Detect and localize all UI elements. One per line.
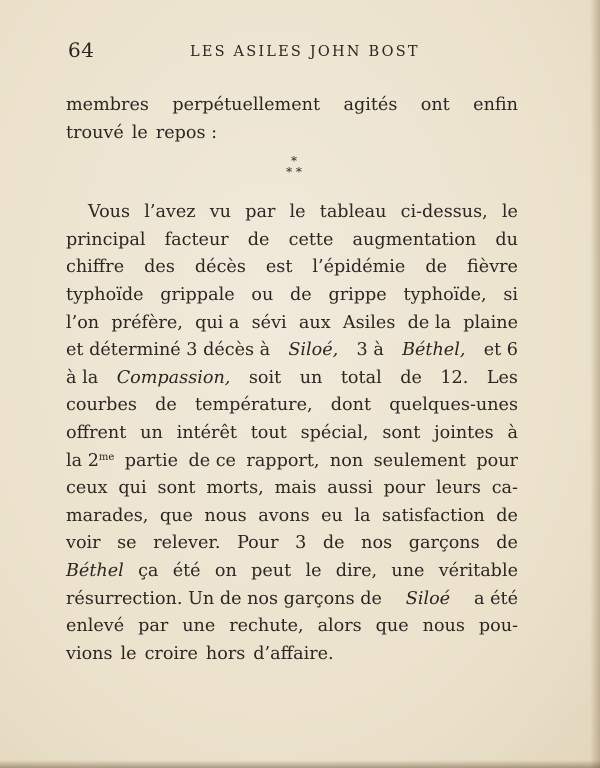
asterism-top: *: [291, 154, 297, 168]
word: morts,: [206, 478, 264, 499]
text-line: [66, 337, 518, 365]
word: de: [155, 395, 177, 416]
word: le: [501, 202, 518, 223]
word: la: [354, 505, 371, 526]
word: repos :: [155, 122, 218, 143]
word: de la: [407, 312, 451, 333]
word: est: [265, 257, 293, 278]
word: 3: [295, 533, 307, 554]
word: de: [496, 533, 518, 554]
word: offrent: [66, 422, 127, 443]
word: ci-dessus,: [400, 202, 488, 223]
word: ca-: [491, 478, 518, 499]
page-bottom-shadow: [0, 760, 600, 768]
word: à la: [66, 367, 99, 388]
word: ont: [420, 95, 450, 115]
text-line: [66, 254, 518, 282]
word: fièvre: [467, 257, 518, 278]
word: enfin: [473, 95, 518, 115]
word: qui a: [195, 312, 240, 333]
word: si: [503, 284, 518, 305]
word: le: [120, 643, 137, 664]
word: décès: [194, 257, 246, 278]
word: on: [214, 560, 237, 581]
word: été: [172, 560, 201, 581]
word: peut: [251, 560, 292, 581]
word: la 2: [66, 450, 99, 471]
word: plaine: [463, 312, 518, 333]
text-line: [66, 558, 518, 586]
word: Asiles: [342, 312, 396, 333]
word: préfère,: [111, 312, 183, 333]
word: tout: [250, 422, 287, 443]
word: du: [495, 229, 518, 250]
text-line: [66, 586, 518, 614]
page-edge-shadow: [590, 0, 600, 768]
text-line: [66, 475, 518, 503]
text-line: [66, 120, 518, 148]
word: garçons: [408, 533, 480, 554]
word: principal: [66, 229, 146, 250]
word: 12.: [440, 367, 469, 388]
word: nous: [204, 505, 247, 526]
word: que: [375, 616, 409, 637]
word: vions: [66, 643, 113, 664]
text-line: [66, 392, 518, 420]
place-name-siloe: Siloé: [405, 588, 451, 609]
word: par: [138, 616, 169, 637]
text-line: [66, 282, 518, 310]
word: l’on: [66, 312, 100, 333]
text-line: [66, 448, 518, 476]
word: un: [299, 367, 323, 388]
word: se: [117, 533, 137, 554]
running-title: LES ASILES JOHN BOST: [190, 44, 420, 60]
word: quelques-unes: [389, 395, 518, 416]
text-line: [66, 503, 518, 531]
word: pour: [383, 478, 426, 499]
place-name-compassion: Compassion,: [116, 367, 231, 388]
word: l’épidémie: [312, 257, 406, 278]
word: croire: [144, 643, 198, 664]
word: que: [159, 505, 193, 526]
text-line: [66, 310, 518, 338]
body-text: [66, 92, 518, 668]
word: une: [391, 560, 425, 581]
text-line: [66, 641, 518, 669]
text-line: [66, 420, 518, 448]
word: marades,: [66, 505, 149, 526]
superscript: me: [98, 451, 115, 463]
word: a été: [474, 588, 518, 609]
word: pour: [476, 450, 518, 471]
word: ou: [251, 284, 274, 305]
word: le: [289, 202, 306, 223]
place-name-bethel: Béthel,: [402, 340, 466, 361]
word: avons: [258, 505, 310, 526]
word: nos: [361, 533, 393, 554]
word: des: [144, 257, 175, 278]
word: sévi: [251, 312, 287, 333]
word: d’affaire.: [253, 643, 334, 664]
text-line: [66, 365, 518, 393]
word: mais: [274, 478, 317, 499]
word: qui: [118, 478, 147, 499]
word: par: [245, 202, 276, 223]
word: relever.: [153, 533, 221, 554]
word: rechute,: [229, 616, 304, 637]
word: de: [425, 257, 448, 278]
word: grippe: [328, 284, 387, 305]
text-line: [66, 613, 518, 641]
word: hors: [205, 643, 246, 664]
text-line: [66, 227, 518, 255]
word: membres: [66, 95, 149, 115]
word: non: [329, 450, 364, 471]
word: dire,: [335, 560, 378, 581]
word: aussi: [327, 478, 373, 499]
word: cette: [288, 229, 334, 250]
word: de: [290, 284, 312, 305]
word: de: [400, 367, 422, 388]
word: l’avez: [144, 202, 196, 223]
word: eu: [321, 505, 343, 526]
word: à: [507, 422, 518, 443]
word: sont: [382, 422, 421, 443]
word: leurs: [436, 478, 481, 499]
word: chiffre: [66, 257, 125, 278]
word: résurrection. Un de nos garçons de: [66, 588, 382, 609]
section-gap: [66, 147, 518, 199]
word: véritable: [438, 560, 518, 581]
page-number: 64: [68, 38, 95, 62]
word: grippale: [160, 284, 235, 305]
text-line: [66, 199, 518, 227]
place-name-bethel: Béthel: [66, 560, 124, 581]
word: intérêt: [176, 422, 237, 443]
word: voir: [66, 533, 101, 554]
word: augmentation: [352, 229, 477, 250]
text-line: [66, 530, 518, 558]
word: tableau: [319, 202, 387, 223]
word: total: [340, 367, 382, 388]
word: agités: [343, 95, 398, 115]
word: enlevé: [66, 616, 125, 637]
word: typhoïde: [66, 284, 144, 305]
word: aux: [298, 312, 331, 333]
word: et déterminé 3 décès à: [66, 340, 271, 361]
word: ceux: [66, 478, 108, 499]
word: trouvé: [66, 122, 124, 143]
word: vu: [209, 202, 232, 223]
word: nous: [422, 616, 465, 637]
text-line: [66, 92, 518, 120]
word: rapport,: [246, 450, 320, 471]
word: seulement: [373, 450, 466, 471]
word: un: [140, 422, 163, 443]
word: facteur: [164, 229, 229, 250]
word: Vous: [88, 202, 131, 223]
word: partie: [124, 450, 179, 471]
word: ça: [138, 560, 159, 581]
word: Pour: [237, 533, 279, 554]
word: typhoïde,: [403, 284, 487, 305]
word: le: [305, 560, 322, 581]
word: température,: [195, 395, 313, 416]
word: de: [496, 505, 518, 526]
word: 3 à: [356, 340, 384, 361]
word: et 6: [483, 340, 518, 361]
word: jointes: [434, 422, 494, 443]
word: Les: [486, 367, 518, 388]
word: spécial,: [300, 422, 369, 443]
word: le: [131, 122, 148, 143]
word: pou-: [478, 616, 518, 637]
word: satisfaction: [382, 505, 485, 526]
word: alors: [317, 616, 362, 637]
asterism-bottom: * *: [286, 165, 302, 179]
word: de: [247, 229, 270, 250]
word: une: [182, 616, 216, 637]
word: [66, 448, 114, 476]
word: de ce: [188, 450, 236, 471]
place-name-siloe: Siloé,: [288, 340, 339, 361]
word: soit: [248, 367, 282, 388]
word: courbes: [66, 395, 137, 416]
word: de: [322, 533, 345, 554]
word: perpétuellement: [172, 95, 321, 115]
word: dont: [330, 395, 372, 416]
word: sont: [157, 478, 196, 499]
